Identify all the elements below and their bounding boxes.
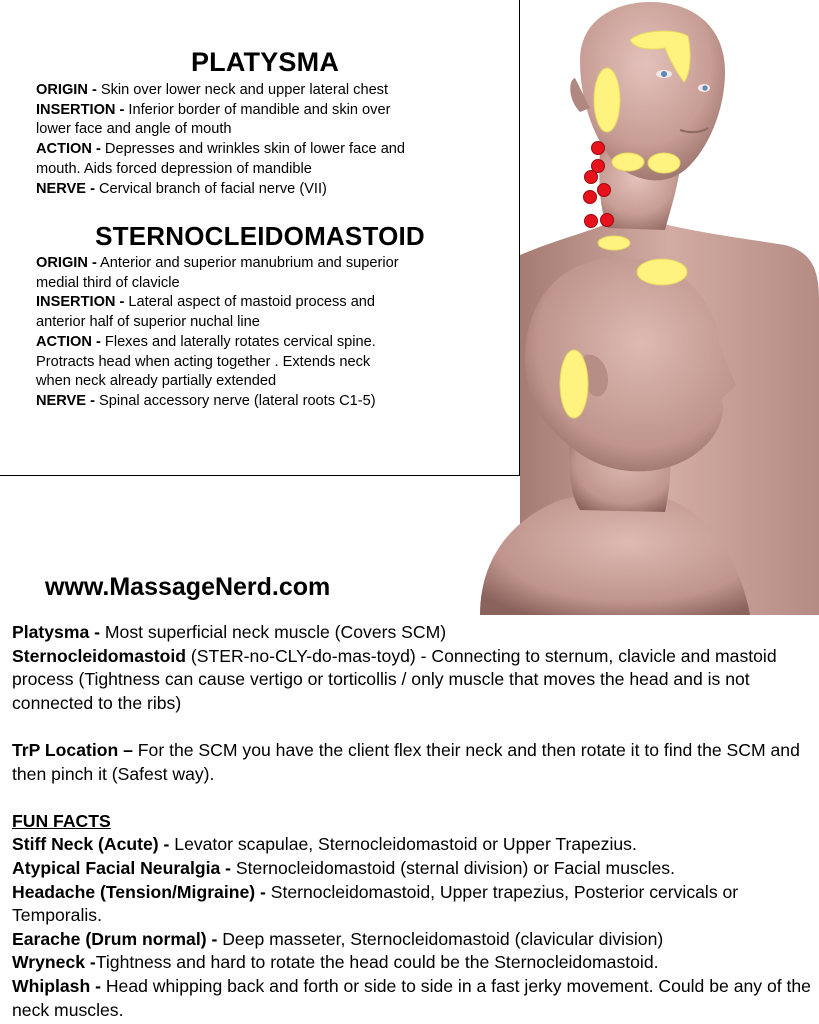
fun-facts-heading: FUN FACTS (12, 810, 111, 831)
fact-item: Wryneck -Tightness and hard to rotate the head could be the Sternocleidomastoid. (12, 952, 659, 973)
platysma-line: lower face and angle of mouth (36, 121, 232, 138)
scm-details (36, 254, 506, 412)
scm-line: when neck already partially extended (36, 373, 277, 390)
platysma-note: Platysma - Most superficial neck muscle (Covers SCM) (12, 622, 447, 642)
fact-item: Earache (Drum normal) - Deep masseter, Sternocleidomastoid (clavicular division) (12, 928, 664, 949)
pain-zone-sternum (598, 236, 630, 250)
website-link[interactable]: www.MassageNerd.com (45, 573, 331, 601)
fact-item: Headache (Tension/Migraine) - Sternocleidomastoid, Upper trapezius, Posterior cervicals or Temporalis. (12, 881, 739, 926)
scm-title: STERNOCLEIDOMASTOID (95, 221, 425, 251)
scm-line: ORIGIN - Anterior and superior manubrium and superior (36, 255, 399, 271)
pain-zone-jaw-right (648, 153, 680, 173)
fact-item: Whiplash - Head whipping back and forth or side to side in a fast jerky movement. Could be any of the neck muscles. (12, 975, 811, 1020)
platysma-line: ACTION - Depresses and wrinkles skin of lower face and (36, 141, 406, 158)
platysma-line: NERVE - Cervical branch of facial nerve (VII) (36, 180, 327, 197)
fact-item: Atypical Facial Neuralgia - Sternocleidomastoid (sternal division) or Facial muscles. (12, 857, 675, 878)
platysma-title: PLATYSMA (190, 47, 340, 77)
scm-line: medial third of clavicle (36, 274, 180, 291)
fact-item: Stiff Neck (Acute) - Levator scapulae, Sternocleidomastoid or Upper Trapezius. (12, 834, 637, 855)
scm-line: INSERTION - Lateral aspect of mastoid process and (36, 294, 376, 311)
platysma-line: mouth. Aids forced depression of mandible (36, 160, 312, 177)
pain-zone-occipital (560, 350, 588, 418)
notes-section (12, 621, 812, 1022)
scm-line: ACTION - Flexes and laterally rotates cervical spine. (36, 333, 376, 350)
platysma-line: INSERTION - Inferior border of mandible and skin over (36, 101, 391, 118)
scm-note: Sternocleidomastoid (STER-no-CLY-do-mas-toyd) - Connecting to sternum, clavicle and mastoid process (Tightness can cause vertigo or torticollis / only muscle that moves the head and is not connected to the ribs) (12, 645, 777, 713)
scm-line: Protracts head when acting together . Extends neck (36, 353, 371, 370)
pain-zone-temple (594, 68, 620, 132)
muscle-info-box (0, 0, 520, 476)
platysma-line: ORIGIN - Skin over lower neck and upper lateral chest (36, 82, 389, 98)
trp-location-note: TrP Location – For the SCM you have the client flex their neck and then rotate it to find the SCM and then pinch it (Safest way). (12, 739, 800, 784)
pain-zone-crown (637, 259, 687, 285)
scm-line: NERVE - Spinal accessory nerve (lateral roots C1-5) (36, 392, 376, 409)
platysma-details (36, 81, 506, 199)
pain-zone-jaw-left (612, 153, 644, 171)
scm-line: anterior half of superior nuchal line (36, 314, 260, 331)
